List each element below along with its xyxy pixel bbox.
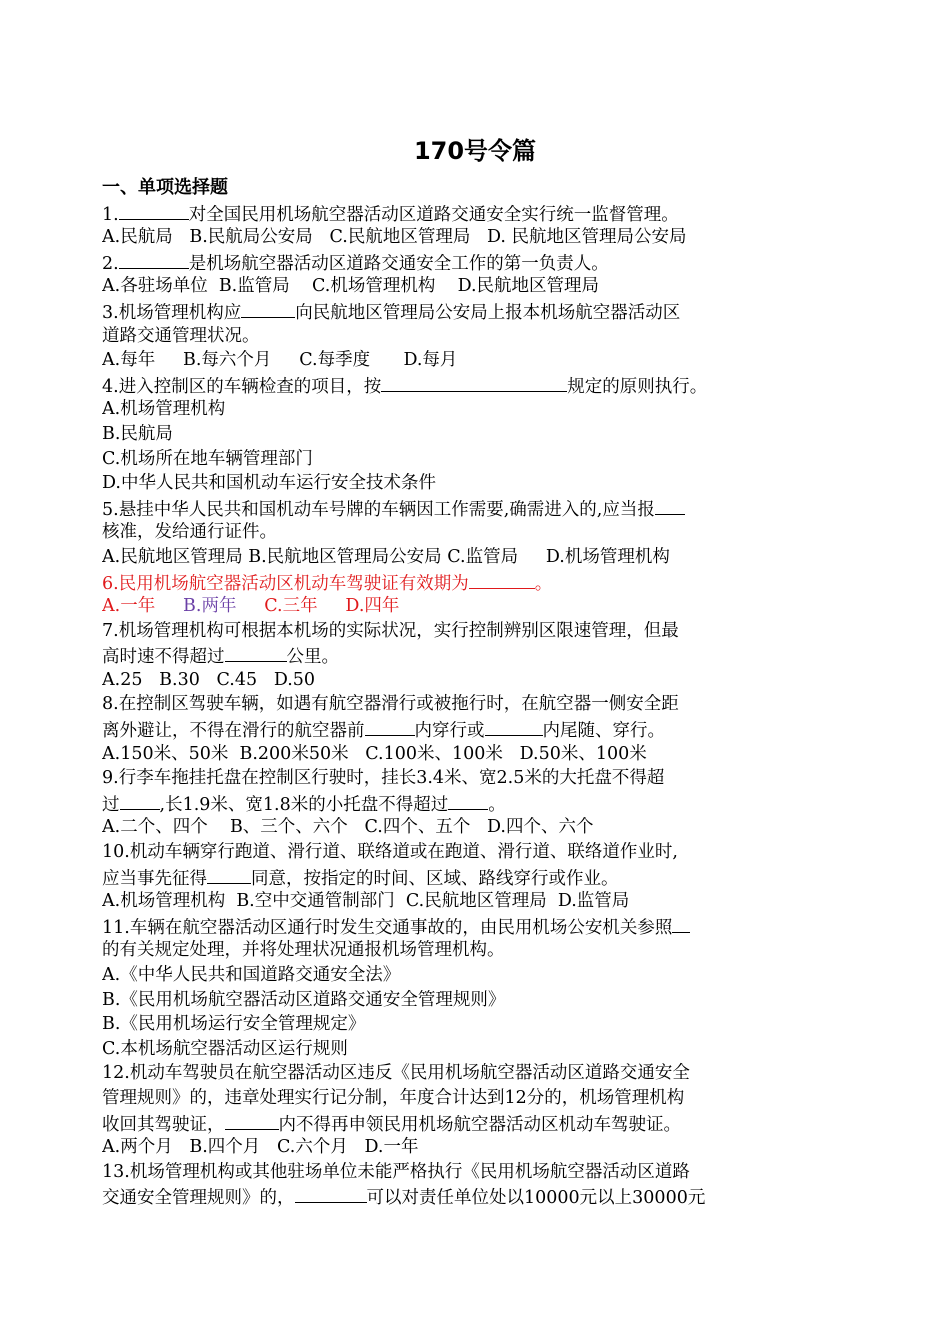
question-10-options: A.机场管理机构 B.空中交通管制部门 C.民航地区管理局 D.监管局 [102,891,630,912]
section-heading: 一、单项选择题 [102,177,228,198]
question-7-stem-cont: 高时速不得超过 公里。 [102,643,854,668]
question-12-stem-cont: 管理规则》的，违章处理实行记分制，年度合计达到12分的，机场管理机构 [102,1087,685,1108]
question-1-stem: 1. 对全国民用机场航空器活动区道路交通安全实行统一监督管理。 [102,201,854,226]
answer-blank [672,914,690,933]
question-2-options: A.各驻场单位 B.监管局 C.机场管理机构 D.民航地区管理局 [102,276,600,297]
answer-blank [365,717,415,736]
question-3-stem-cont: 道路交通管理状况。 [102,325,260,346]
question-8-stem: 8.在控制区驾驶车辆，如遇有航空器滑行或被拖行时，在航空器一侧安全距 [102,694,679,715]
question-9-options: A.二个、四个 B、三个、六个 C.四个、五个 D.四个、六个 [102,817,594,838]
question-7-options: A.25 B.30 C.45 D.50 [102,669,316,690]
answer-blank [241,299,295,318]
question-11-option-b1: B.《民用机场航空器活动区道路交通安全管理规则》 [102,989,506,1010]
question-11-stem-cont: 的有关规定处理，并将处理状况通报机场管理机构。 [102,940,505,961]
question-4-option-d: D.中华人民共和国机动车运行安全技术条件 [102,473,436,494]
question-9-stem-cont: 过 ,长1.9米、宽1.8米的小托盘不得超过 。 [102,791,854,816]
question-4-stem: 4.进入控制区的车辆检查的项目，按 规定的原则执行。 [102,373,854,398]
question-list [102,176,854,1209]
question-1-options: A.民航局 B.民航局公安局 C.民航地区管理局 D. 民航地区管理局公安局 [102,227,687,248]
answer-blank [119,250,189,269]
answer-blank [448,791,488,810]
question-3-stem: 3.机场管理机构应 向民航地区管理局公安局上报本机场航空器活动区 [102,299,854,324]
answer-blank [381,373,567,392]
question-12-options: A.两个月 B.四个月 C.六个月 D.一年 [102,1137,419,1158]
answer-blank [119,201,189,220]
question-11-option-a: A.《中华人民共和国道路交通安全法》 [102,965,401,985]
answer-blank [225,1111,279,1130]
answer-blank [120,791,160,810]
question-11-stem: 11.车辆在航空器活动区通行时发生交通事故的，由民用机场公安机关参照 [102,914,854,939]
question-2-stem: 2. 是机场航空器活动区道路交通安全工作的第一负责人。 [102,250,854,275]
question-13-stem-cont: 交通安全管理规则》的， 可以对责任单位处以10000元以上30000元 [102,1184,854,1209]
answer-blank [485,717,543,736]
question-5-options: A.民航地区管理局 B.民航地区管理局公安局 C.监管局 D.机场管理机构 [102,546,670,567]
question-12-stem: 12.机动车驾驶员在航空器活动区违反《民用机场航空器活动区道路交通安全 [102,1063,690,1084]
answer-blank [655,496,685,515]
question-11-option-b2: B.《民用机场运行安全管理规定》 [102,1014,366,1035]
answer-blank [207,865,251,884]
answer-blank [225,643,287,662]
question-3-options: A.每年 B.每六个月 C.每季度 D.每月 [102,350,458,371]
question-8-options: A.150米、50米 B.200米50米 C.100米、100米 D.50米、100米 [102,743,647,764]
question-6-options: A.一年 B.两年 C.三年 D.四年 [102,596,400,617]
question-5-stem-cont: 核准，发给通行证件。 [102,522,277,543]
question-10-stem-cont: 应当事先征得 同意，按指定的时间、区域、路线穿行或作业。 [102,865,854,890]
question-13-stem: 13.机场管理机构或其他驻场单位未能严格执行《民用机场航空器活动区道路 [102,1161,690,1182]
question-8-stem-cont: 离外避让，不得在滑行的航空器前 内穿行或 内尾随、穿行。 [102,717,854,742]
question-7-stem: 7.机场管理机构可根据本机场的实际状况，实行控制辨别区限速管理，但最 [102,620,679,641]
question-10-stem: 10.机动车辆穿行跑道、滑行道、联络道或在跑道、滑行道、联络道作业时, [102,842,678,863]
question-4-option-c: C.机场所在地车辆管理部门 [102,448,313,469]
question-4-option-b: B.民航局 [102,423,173,444]
question-5-stem: 5.悬挂中华人民共和国机动车号牌的车辆因工作需要,确需进入的,应当报 [102,496,854,521]
page-title: 170号令篇 [413,137,537,165]
question-11-option-c: C.本机场航空器活动区运行规则 [102,1038,348,1059]
question-6-stem: 6.民用机场航空器活动区机动车驾驶证有效期为 。 [102,570,854,595]
answer-blank [469,570,535,589]
question-9-stem: 9.行李车拖挂托盘在控制区行驶时，挂长3.4米、宽2.5米的大托盘不得超 [102,768,665,789]
answer-blank [295,1184,367,1203]
question-4-option-a: A.机场管理机构 [102,399,226,420]
question-12-stem-cont2: 收回其驾驶证， 内不得再申领民用机场航空器活动区机动车驾驶证。 [102,1111,854,1136]
